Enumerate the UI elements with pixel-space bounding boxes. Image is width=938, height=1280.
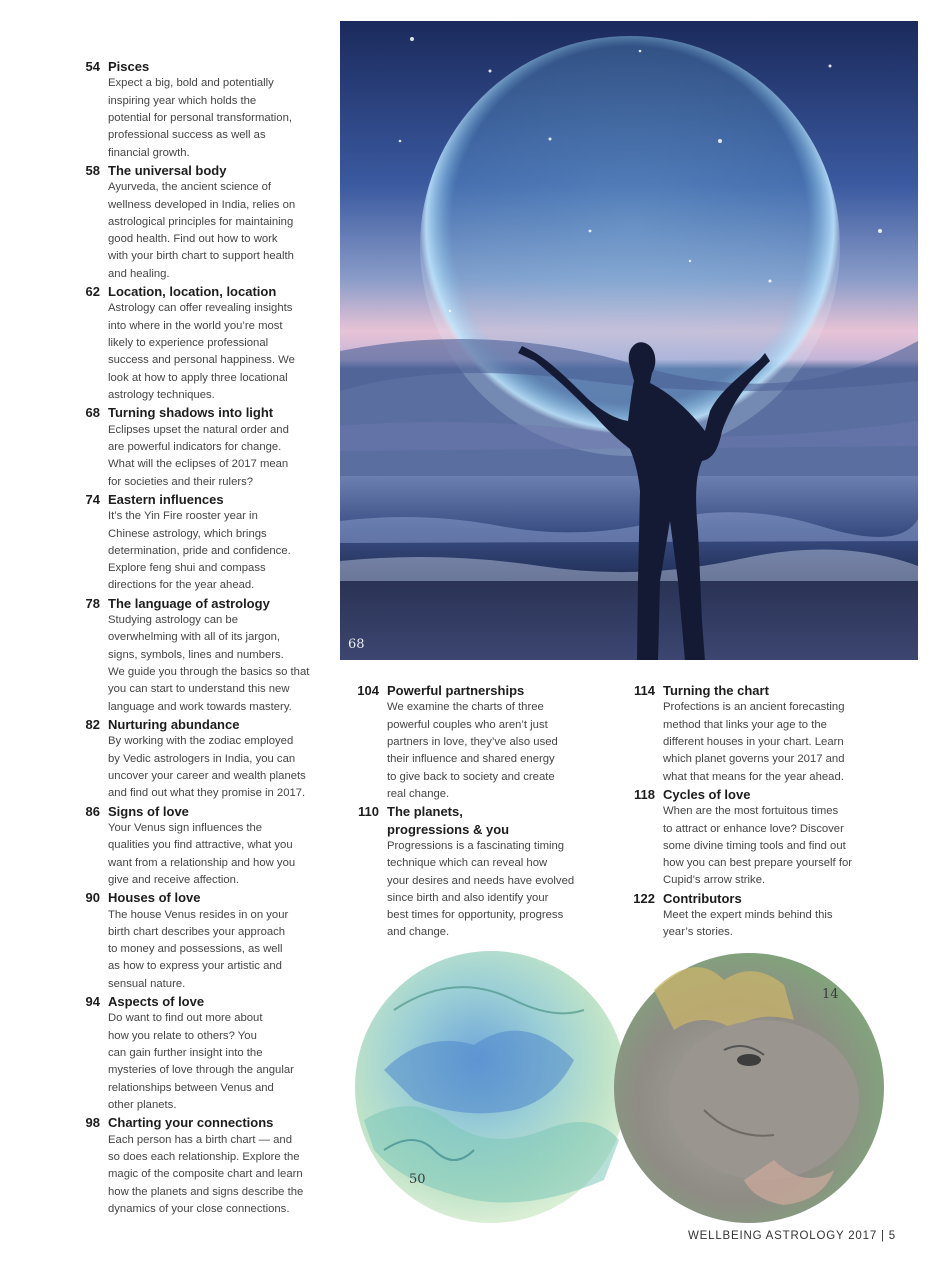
entry-page-number: 58	[85, 162, 100, 178]
entry-description-line: as how to express your artistic and	[108, 960, 282, 973]
entry-title: Nurturing abundance	[108, 716, 240, 732]
entry-description-line: What will the eclipses of 2017 mean	[108, 458, 289, 471]
entry-page-number: 110	[358, 804, 379, 820]
entry-page-number: 118	[634, 786, 655, 802]
entry-description-line: Profections is an ancient forecasting	[663, 701, 845, 714]
entry-description-line: to give back to society and create	[387, 770, 555, 783]
contents-right-column	[629, 682, 889, 942]
entry-title: Eastern influences	[108, 491, 224, 507]
contents-entry[interactable]	[78, 162, 328, 283]
entry-description-line: want from a relationship and how you	[108, 856, 296, 869]
entry-description-line: inspiring year which holds the	[108, 94, 257, 107]
entry-description-line: It’s the Yin Fire rooster year in	[108, 510, 258, 523]
entry-description-line: how you can best prepare yourself for	[663, 857, 853, 870]
entry-description-line: By working with the zodiac employed	[108, 735, 294, 748]
entry-description-line: and change.	[387, 926, 450, 939]
entry-description-line: best times for opportunity, progress	[387, 909, 564, 922]
entry-title: Signs of love	[108, 803, 189, 819]
entry-description-line: year’s stories.	[663, 926, 733, 939]
entry-description-line: likely to experience professional	[108, 337, 269, 350]
entry-title: Cycles of love	[663, 786, 751, 802]
entry-description-line: uncover your career and wealth planets	[108, 769, 306, 782]
entry-description-line: Expect a big, bold and potentially	[108, 77, 274, 90]
entry-description-line: The house Venus resides in on your	[108, 908, 289, 921]
entry-description-line: Do want to find out more about	[108, 1012, 263, 1025]
entry-description-line: Eclipses upset the natural order and	[108, 423, 289, 436]
entry-page-number: 68	[85, 405, 100, 421]
entry-page-number: 78	[85, 595, 100, 611]
entry-page-number: 90	[85, 890, 100, 906]
contents-entry[interactable]	[629, 682, 889, 786]
entry-description-line: Studying astrology can be	[108, 614, 238, 627]
entry-description-line: method that links your age to the	[663, 718, 827, 731]
entry-description-line: astrology techniques.	[108, 388, 215, 401]
entry-description-line: overwhelming with all of its jargon,	[108, 631, 281, 644]
contents-entry[interactable]	[348, 803, 608, 942]
entry-description-line: When are the most fortuitous times	[663, 805, 839, 818]
entry-description-line: what that means for the year ahead.	[663, 770, 844, 783]
entry-description-line: dynamics of your close connections.	[108, 1202, 290, 1215]
entry-description-line: technique which can reveal how	[387, 857, 548, 870]
entry-title: Charting your connections	[108, 1115, 274, 1131]
entry-description-line: Ayurveda, the ancient science of	[108, 181, 272, 194]
entry-description-line: to attract or enhance love? Discover	[663, 822, 844, 835]
entry-description-line: wellness developed in India, relies on	[108, 198, 296, 211]
entry-description-line: you can start to understand this new	[108, 683, 290, 696]
zodiac-watercolour-illustration	[354, 950, 888, 1225]
entry-description-line: other planets.	[108, 1098, 177, 1111]
entry-description-line: Meet the expert minds behind this	[663, 909, 833, 922]
entry-title: The planets,	[387, 804, 463, 820]
entry-title: The language of astrology	[108, 595, 270, 611]
entry-description-line: so does each relationship. Explore the	[108, 1150, 300, 1163]
entry-description-line: and find out what they promise in 2017.	[108, 787, 306, 800]
entry-description-line: Chinese astrology, which brings	[108, 527, 267, 540]
watercolour-circles	[354, 950, 888, 1225]
entry-description-line: Progressions is a fascinating timing	[387, 840, 565, 852]
entry-title: progressions & you	[387, 821, 510, 837]
entry-description-line: Your Venus sign influences the	[108, 821, 263, 834]
entry-description-line: for societies and their rulers?	[108, 475, 254, 488]
entry-description-line: your desires and needs have evolved	[387, 874, 575, 887]
entry-description-line: relationships between Venus and	[108, 1081, 274, 1094]
entry-title: Aspects of love	[108, 994, 205, 1010]
entry-title: Location, location, location	[108, 284, 277, 300]
hero-photo	[340, 21, 918, 660]
entry-description-line: astrological principles for maintaining	[108, 215, 294, 228]
entry-description-line: how the planets and signs describe the	[108, 1185, 304, 1198]
entry-title: The universal body	[108, 162, 227, 178]
contents-middle-column	[348, 682, 608, 942]
entry-page-number: 98	[85, 1115, 100, 1131]
entry-description-line: look at how to apply three locational	[108, 371, 288, 384]
entry-description-line: language and work towards mastery.	[108, 700, 292, 713]
entry-description-line: Astrology can offer revealing insights	[108, 302, 293, 315]
entry-page-number: 74	[85, 491, 100, 507]
contents-entry[interactable]	[78, 716, 328, 803]
entry-title: Contributors	[663, 890, 742, 906]
entry-title: Houses of love	[108, 890, 201, 906]
entry-description-line: magic of the composite chart and learn	[108, 1168, 303, 1181]
contents-entry[interactable]	[78, 283, 328, 404]
entry-description-line: birth chart describes your approach	[108, 925, 286, 938]
contents-entry[interactable]	[348, 682, 608, 803]
entry-description-line: into where in the world you’re most	[108, 319, 283, 332]
entry-page-number: 114	[634, 683, 655, 698]
contents-entry[interactable]	[78, 1114, 328, 1218]
entry-description-line: by Vedic astrologers in India, you can	[108, 752, 296, 765]
entry-page-number: 104	[357, 683, 379, 698]
contents-entry[interactable]	[629, 786, 889, 890]
entry-description-line: signs, symbols, lines and numbers.	[108, 648, 284, 661]
entry-title: Powerful partnerships	[387, 683, 525, 698]
entry-description-line: with your birth chart to support health	[108, 250, 294, 263]
entry-description-line: mysteries of love through the angular	[108, 1064, 294, 1077]
contents-entry[interactable]	[78, 595, 328, 716]
contents-entry[interactable]	[78, 491, 328, 595]
entry-description-line: professional success as well as	[108, 129, 266, 142]
entry-description-line: We guide you through the basics so that	[108, 666, 310, 679]
entry-description-line: their influence and shared energy	[387, 753, 555, 766]
entry-title: Turning the chart	[663, 683, 769, 698]
entry-title: Turning shadows into light	[108, 405, 274, 421]
entry-description-line: Explore feng shui and compass	[108, 562, 266, 575]
entry-description-line: how you relate to others? You	[108, 1029, 257, 1042]
contents-entry[interactable]	[78, 993, 328, 1114]
entry-page-number: 62	[85, 284, 100, 300]
entry-description-line: since birth and also identify your	[387, 891, 549, 904]
entry-description-line: directions for the year ahead.	[108, 579, 255, 592]
entry-page-number: 54	[85, 59, 100, 74]
entry-description-line: potential for personal transformation,	[108, 112, 292, 124]
entry-description-line: can gain further insight into the	[108, 1047, 263, 1060]
contents-entry[interactable]	[78, 58, 328, 162]
entry-description-line: sensual nature.	[108, 977, 186, 990]
entry-title: Pisces	[108, 59, 150, 74]
entry-description-line: are powerful indicators for change.	[108, 440, 282, 453]
entry-description-line: Cupid’s arrow strike.	[663, 874, 766, 887]
entry-description-line: financial growth.	[108, 146, 190, 159]
entry-description-line: some divine timing tools and find out	[663, 839, 846, 852]
entry-page-number: 82	[85, 716, 100, 732]
contents-entry[interactable]	[78, 803, 328, 890]
entry-description-line: and healing.	[108, 267, 170, 280]
entry-page-number: 86	[85, 803, 100, 819]
contents-entry[interactable]	[78, 889, 328, 993]
entry-description-line: powerful couples who aren’t just	[387, 718, 548, 731]
entry-description-line: different houses in your chart. Learn	[663, 736, 844, 748]
circle-page-ref-right: 14	[822, 987, 839, 1002]
entry-description-line: Each person has a birth chart — and	[108, 1133, 292, 1146]
entry-description-line: which planet governs your 2017 and	[663, 753, 845, 766]
photo-page-ref: 68	[348, 637, 365, 652]
entry-description-line: give and receive affection.	[108, 873, 240, 886]
entry-description-line: real change.	[387, 787, 450, 800]
entry-description-line: determination, pride and confidence.	[108, 544, 291, 557]
entry-description-line: good health. Find out how to work	[108, 233, 278, 246]
entry-description-line: We examine the charts of three	[387, 701, 544, 714]
contents-entry[interactable]	[629, 890, 889, 942]
entry-page-number: 94	[85, 994, 100, 1010]
contents-left-column	[78, 58, 328, 1218]
entry-description-line: partners in love, they’ve also used	[387, 736, 558, 748]
entry-description-line: to money and possessions, as well	[108, 943, 283, 956]
contents-entry[interactable]	[78, 404, 328, 491]
page-footer: WELLBEING ASTROLOGY 2017 | 5	[688, 1230, 896, 1242]
entry-page-number: 122	[633, 890, 655, 906]
beach-moon-illustration	[340, 21, 918, 660]
entry-description-line: success and personal happiness. We	[108, 354, 295, 367]
circle-page-ref-left: 50	[409, 1172, 426, 1187]
entry-description-line: qualities you find attractive, what you	[108, 839, 293, 852]
